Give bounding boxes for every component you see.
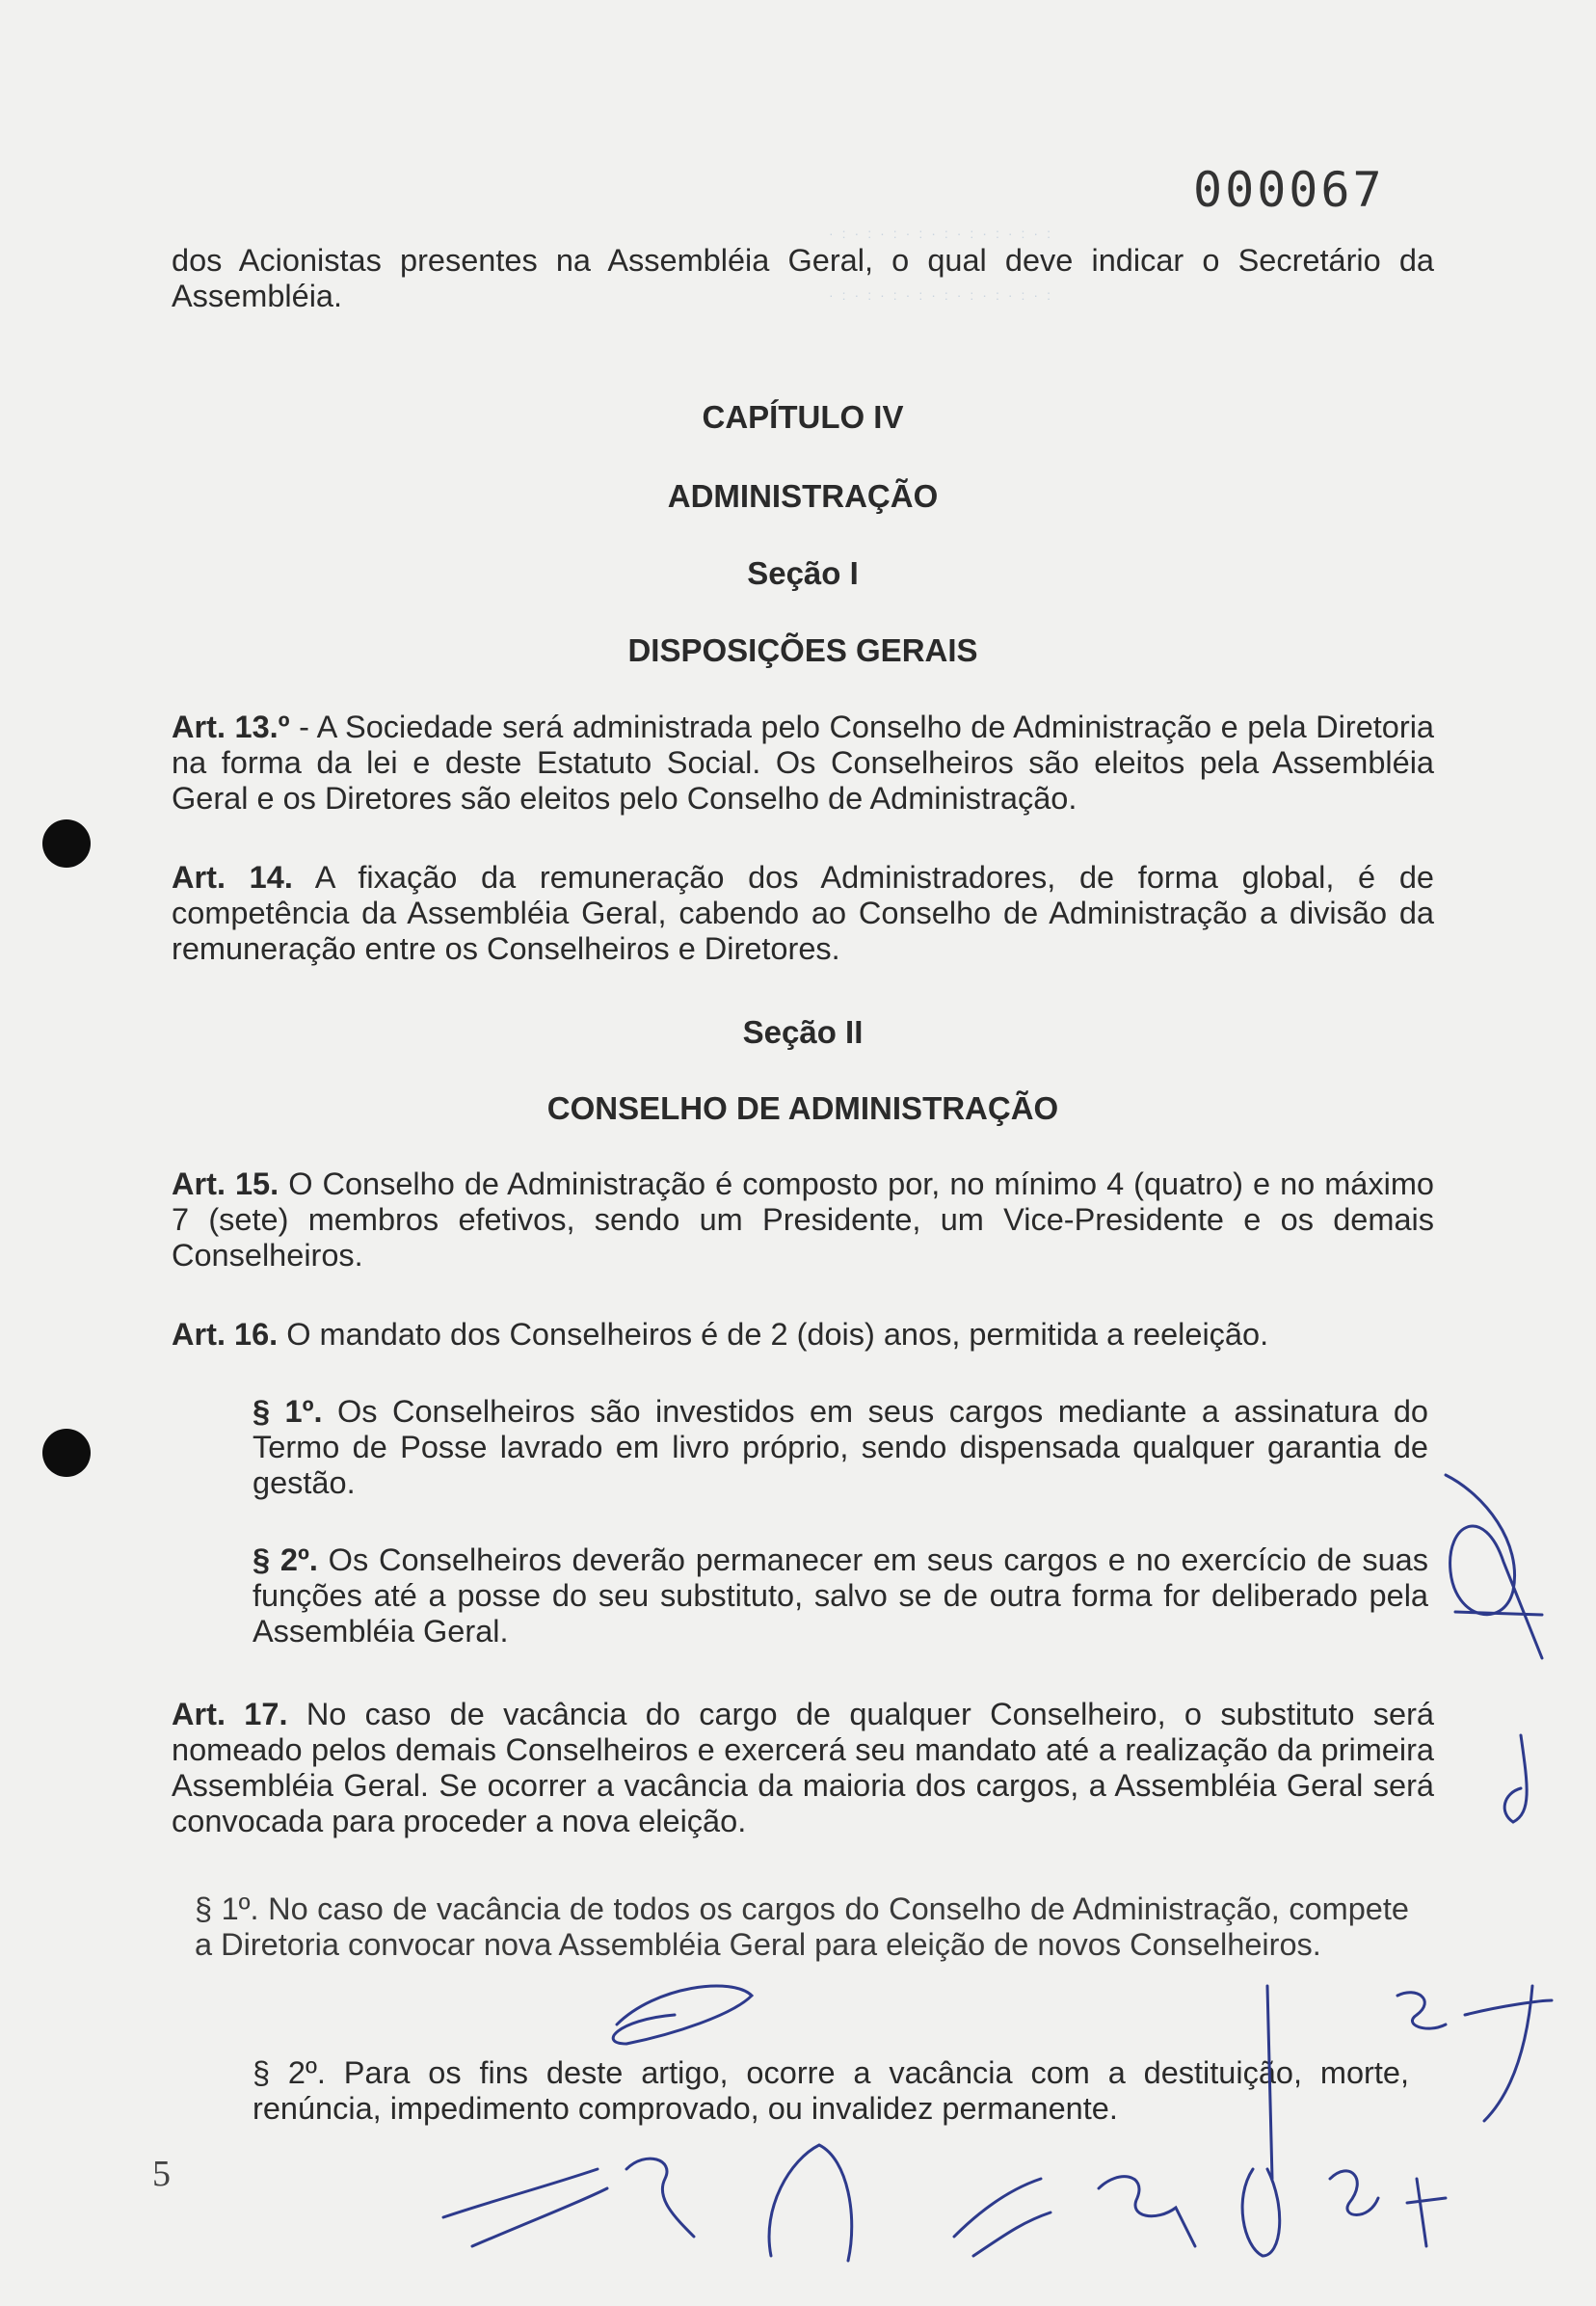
- stamp-number: 000067: [1193, 162, 1385, 218]
- page-number: 5: [152, 2154, 171, 2194]
- initial-mark: [1267, 1986, 1272, 2179]
- initial-mark: [769, 2145, 852, 2261]
- article-label: Art. 14.: [172, 860, 293, 895]
- dot-stamp: ·:·:·:·:·:·:·:·:·:: [829, 226, 1059, 241]
- section-title: DISPOSIÇÕES GERAIS: [627, 632, 978, 668]
- paragraph-text: No caso de vacância de todos os cargos do Conselho de Administração, compete a Diretoria convocar nova Assembléia Geral para eleição de novos Conselheiros.: [195, 1891, 1409, 1962]
- paragraph-text: Os Conselheiros são investidos em seus cargos mediante a assinatura do Termo de Posse lavrado em livro próprio, sendo dispensada qualquer garantia de gestão.: [253, 1394, 1428, 1500]
- initial-mark: [613, 1986, 752, 2044]
- dot-stamp: ·:·:·:·:·:·:·:·:·:: [829, 287, 1059, 303]
- article-text: O mandato dos Conselheiros é de 2 (dois) anos, permitida a reeleição.: [286, 1317, 1269, 1352]
- paragraph-text: Para os fins deste artigo, ocorre a vacância com a destituição, morte, renúncia, impedimento comprovado, ou invalidez permanente.: [253, 2055, 1409, 2126]
- initial-mark: [1099, 2177, 1195, 2246]
- chapter-heading: CAPÍTULO IV: [702, 399, 904, 435]
- section-heading: Seção II: [742, 1014, 864, 1050]
- article-text: A fixação da remuneração dos Administradores, de forma global, é de competência da Assembléia Geral, cabendo ao Conselho de Administração a divisão da remuneração entre os Conselheiros e Diretores.: [172, 860, 1434, 966]
- section-title: CONSELHO DE ADMINISTRAÇÃO: [546, 1090, 1059, 1126]
- paragraph-label: § 2º.: [253, 1542, 318, 1577]
- initial-mark: [1455, 1612, 1542, 1615]
- initial-mark: [1242, 2169, 1280, 2256]
- initial-mark: [1407, 2179, 1446, 2246]
- initial-mark: [626, 2159, 694, 2237]
- initial-mark: [1446, 1475, 1542, 1658]
- article-label: Art. 16.: [172, 1317, 279, 1352]
- article-label: Art. 13.º: [172, 710, 290, 744]
- initial-mark: [1465, 1986, 1552, 2121]
- article-text: O Conselho de Administração é composto por, no mínimo 4 (quatro) e no máximo 7 (sete) membros efetivos, sendo um Presidente, um Vice-Presidente e os demais Conselheiros.: [172, 1166, 1434, 1273]
- chapter-title: ADMINISTRAÇÃO: [667, 478, 939, 514]
- article-text: - A Sociedade será administrada pelo Conselho de Administração e pela Diretoria na forma da lei e deste Estatuto Social. Os Conselheiros são eleitos pela Assembléia Geral e os Diretores são eleitos pelo Conselho de Administração.: [172, 710, 1434, 816]
- paragraph-label: § 1º.: [253, 1394, 323, 1429]
- paragraph-label: § 2º.: [253, 2055, 326, 2090]
- paragraph-label: § 1º.: [195, 1891, 259, 1926]
- initial-mark: [1397, 1993, 1446, 2028]
- article-label: Art. 15.: [172, 1166, 279, 1201]
- article-text: No caso de vacância do cargo de qualquer Conselheiro, o substituto será nomeado pelos demais Conselheiros e exercerá seu mandato até a realização da primeira Assembléia Geral. Se ocorrer a vacância da maioria dos cargos, a Assembléia Geral será convocada para proceder a nova eleição.: [172, 1697, 1434, 1838]
- initial-mark: [954, 2179, 1051, 2256]
- section-heading: Seção I: [747, 555, 859, 591]
- paragraph-text: Os Conselheiros deverão permanecer em seus cargos e no exercício de suas funções até a posse do seu substituto, salvo se de outra forma for deliberado pela Assembléia Geral.: [253, 1542, 1428, 1649]
- initial-mark: [443, 2169, 607, 2246]
- initial-mark: [1330, 2171, 1378, 2215]
- article-label: Art. 17.: [172, 1697, 288, 1731]
- intro-paragraph: dos Acionistas presentes na Assembléia Geral, o qual deve indicar o Secretário da Assembléia.: [172, 243, 1434, 313]
- initial-mark: [1504, 1735, 1527, 1822]
